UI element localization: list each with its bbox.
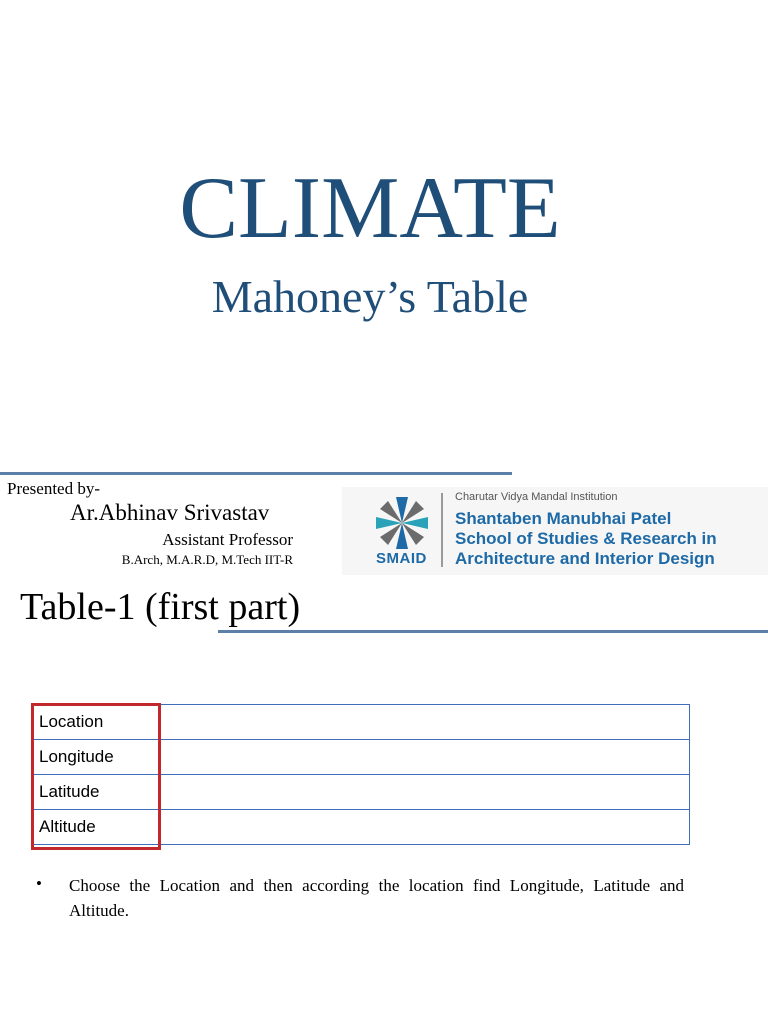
logo-parent-institution: Charutar Vidya Mandal Institution — [455, 491, 618, 503]
bullet-icon: • — [36, 874, 42, 893]
logo-separator — [441, 493, 443, 567]
row-value — [159, 775, 690, 810]
logo-abbreviation: SMAID — [376, 550, 427, 567]
table-row — [34, 705, 690, 740]
bullet-text: Choose the Location and then according the location find Longitude, Latitude and Altitude. — [69, 876, 684, 920]
table-row — [34, 775, 690, 810]
divider-rule — [0, 472, 512, 475]
row-value — [159, 705, 690, 740]
table-row — [34, 810, 690, 845]
logo-line-2: School of Studies & Research in — [455, 529, 717, 548]
table-row — [34, 740, 690, 775]
author-role: Assistant Professor — [162, 530, 293, 549]
presented-by-label: Presented by- — [7, 479, 101, 498]
row-label: Location — [34, 705, 159, 740]
logo-line-1: Shantaben Manubhai Patel — [455, 509, 672, 528]
location-table — [33, 704, 690, 845]
row-label: Latitude — [34, 775, 159, 810]
table-slide-title: Table-1 (first part) — [20, 586, 301, 628]
logo-line-3: Architecture and Interior Design — [455, 549, 715, 568]
slide-subtitle: Mahoney’s Table — [211, 271, 529, 322]
row-value — [159, 810, 690, 845]
row-value — [159, 740, 690, 775]
row-label: Longitude — [34, 740, 159, 775]
divider-rule — [218, 630, 768, 633]
author-name: Ar.Abhinav Srivastav — [70, 500, 270, 525]
star-logo-icon — [372, 493, 432, 553]
row-label: Altitude — [34, 810, 159, 845]
institution-logo — [342, 487, 768, 575]
slide-title: CLIMATE — [179, 160, 561, 257]
author-credentials: B.Arch, M.A.R.D, M.Tech IIT-R — [121, 552, 293, 567]
